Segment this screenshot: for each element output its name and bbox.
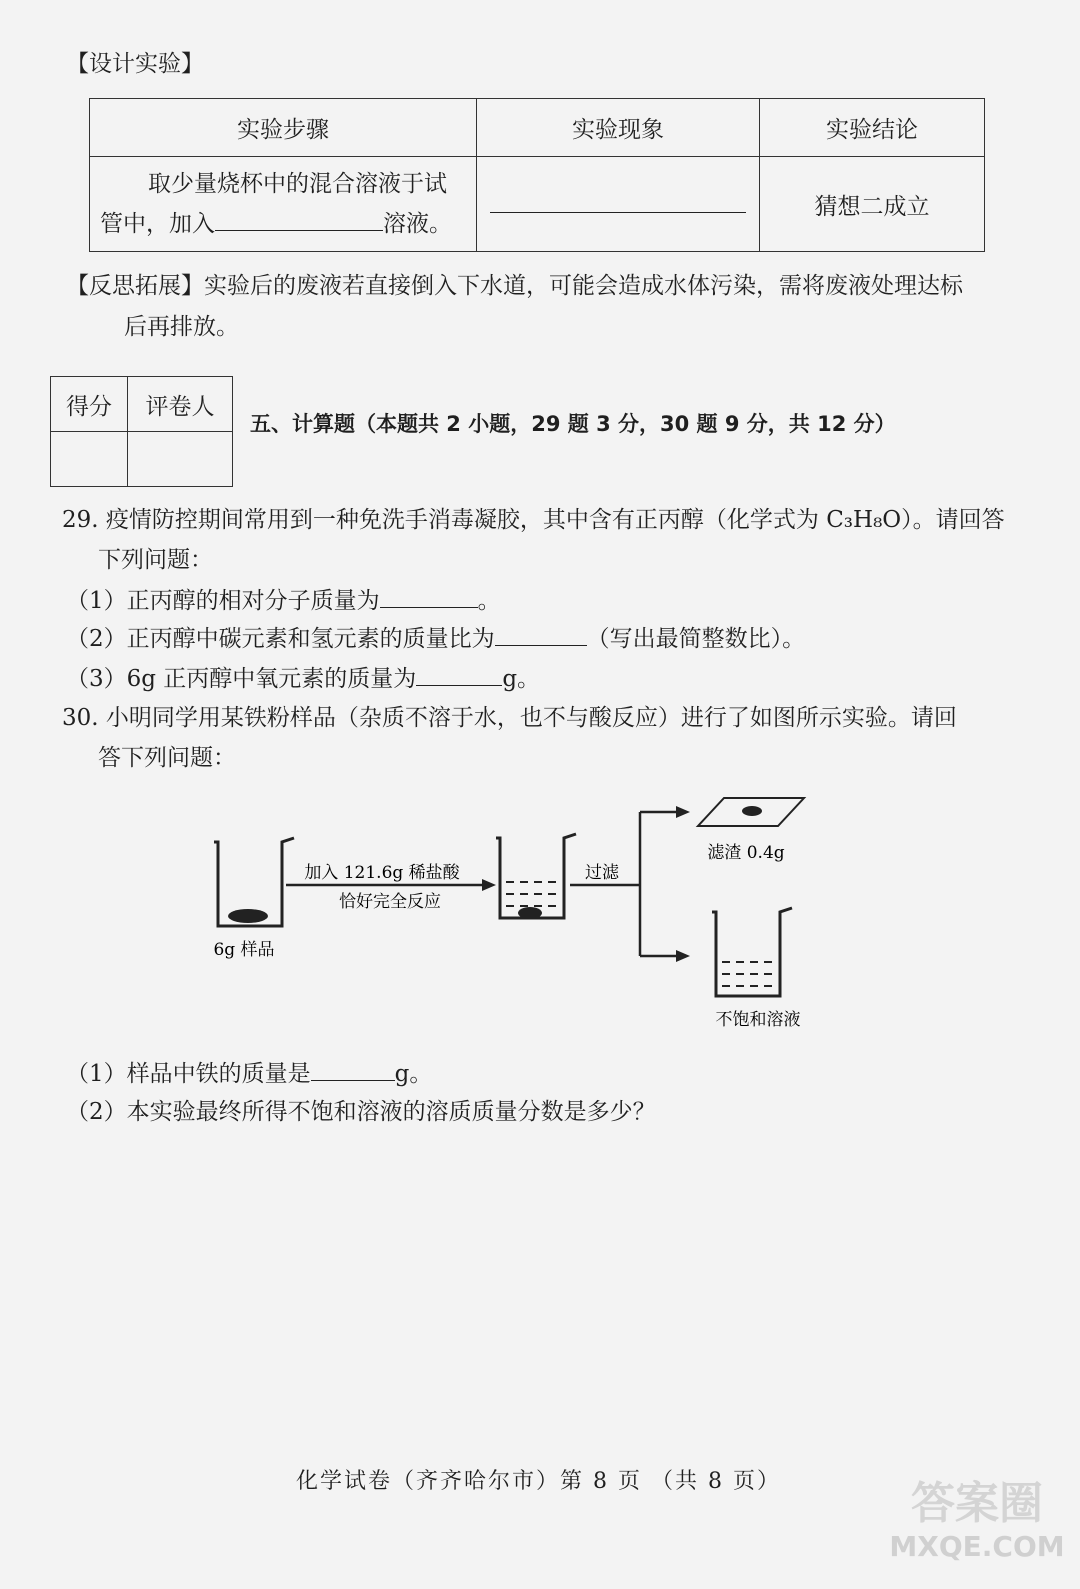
grader-label: 评卷人 xyxy=(128,377,233,432)
watermark-logo: 答案圈 MXQE.COM xyxy=(889,1478,1065,1563)
step-cell xyxy=(90,157,477,252)
score-cell xyxy=(51,432,128,487)
experiment-table xyxy=(89,98,985,252)
q29-part2: （2）正丙醇中碳元素和氢元素的质量比为 （写出最简整数比）。 xyxy=(66,623,805,655)
reflection-line2: 后再排放。 xyxy=(124,314,239,340)
q29-part1: （1）正丙醇的相对分子质量为 。 xyxy=(66,585,501,617)
residue-label: 滤渣 0.4g xyxy=(707,843,785,863)
table-header: 实验现象 xyxy=(477,99,760,157)
table-header: 实验结论 xyxy=(760,99,985,157)
phenomenon-blank[interactable] xyxy=(490,190,746,213)
sample-pile xyxy=(228,909,268,923)
answer-blank[interactable] xyxy=(311,1058,395,1081)
solution-label: 不饱和溶液 xyxy=(715,1010,801,1030)
table-row xyxy=(90,157,985,252)
sample-beaker xyxy=(214,838,294,926)
filter-label: 过滤 xyxy=(585,863,619,883)
experiment-figure xyxy=(200,790,840,1050)
q29-part3: （3）6g 正丙醇中氧元素的质量为 g。 xyxy=(66,663,540,695)
answer-blank[interactable] xyxy=(495,623,587,646)
design-heading: 【设计实验】 xyxy=(66,51,204,77)
table-header: 实验步骤 xyxy=(90,99,477,157)
conclusion-cell: 猜想二成立 xyxy=(760,157,985,252)
q30-line1: 30. 小明同学用某铁粉样品（杂质不溶于水，也不与酸反应）进行了如图所示实验。请回 xyxy=(62,705,957,731)
grader-cell xyxy=(128,432,233,487)
step-line2: 管中，加入 溶液。 xyxy=(100,204,466,244)
reflection-line1: 【反思拓展】实验后的废液若直接倒入下水道，可能会造成水体污染，需将废液处理达标 xyxy=(66,273,963,299)
q30-part2: （2）本实验最终所得不饱和溶液的溶质质量分数是多少？ xyxy=(66,1099,656,1125)
answer-blank[interactable] xyxy=(380,585,478,608)
table-header-row xyxy=(90,99,985,157)
section-title: 五、计算题（本题共 2 小题，29 题 3 分，30 题 9 分，共 12 分） xyxy=(250,412,896,436)
phenomenon-cell xyxy=(477,157,760,252)
sample-label: 6g 样品 xyxy=(213,940,275,960)
q30-line2: 答下列问题： xyxy=(98,745,236,771)
page-footer: 化学试卷（齐齐哈尔市）第 8 页 （共 8 页） xyxy=(296,1469,781,1494)
reaction-label: 恰好完全反应 xyxy=(339,892,441,912)
answer-blank[interactable] xyxy=(416,663,502,686)
solution-beaker xyxy=(712,908,792,996)
reaction-beaker xyxy=(496,834,576,919)
reagent-label: 加入 121.6g 稀盐酸 xyxy=(304,863,460,883)
filter-paper xyxy=(698,798,804,826)
q29-line1: 29. 疫情防控期间常用到一种免洗手消毒凝胶，其中含有正丙醇（化学式为 C₃H₈O）。请回答 xyxy=(62,507,1005,533)
q30-part1: （1）样品中铁的质量是 g。 xyxy=(66,1058,432,1090)
q29-line2: 下列问题： xyxy=(98,547,213,573)
score-box xyxy=(50,376,233,487)
reagent-blank[interactable] xyxy=(215,208,383,231)
score-label: 得分 xyxy=(51,377,128,432)
step-line1: 取少量烧杯中的混合溶液于试 xyxy=(148,171,447,197)
